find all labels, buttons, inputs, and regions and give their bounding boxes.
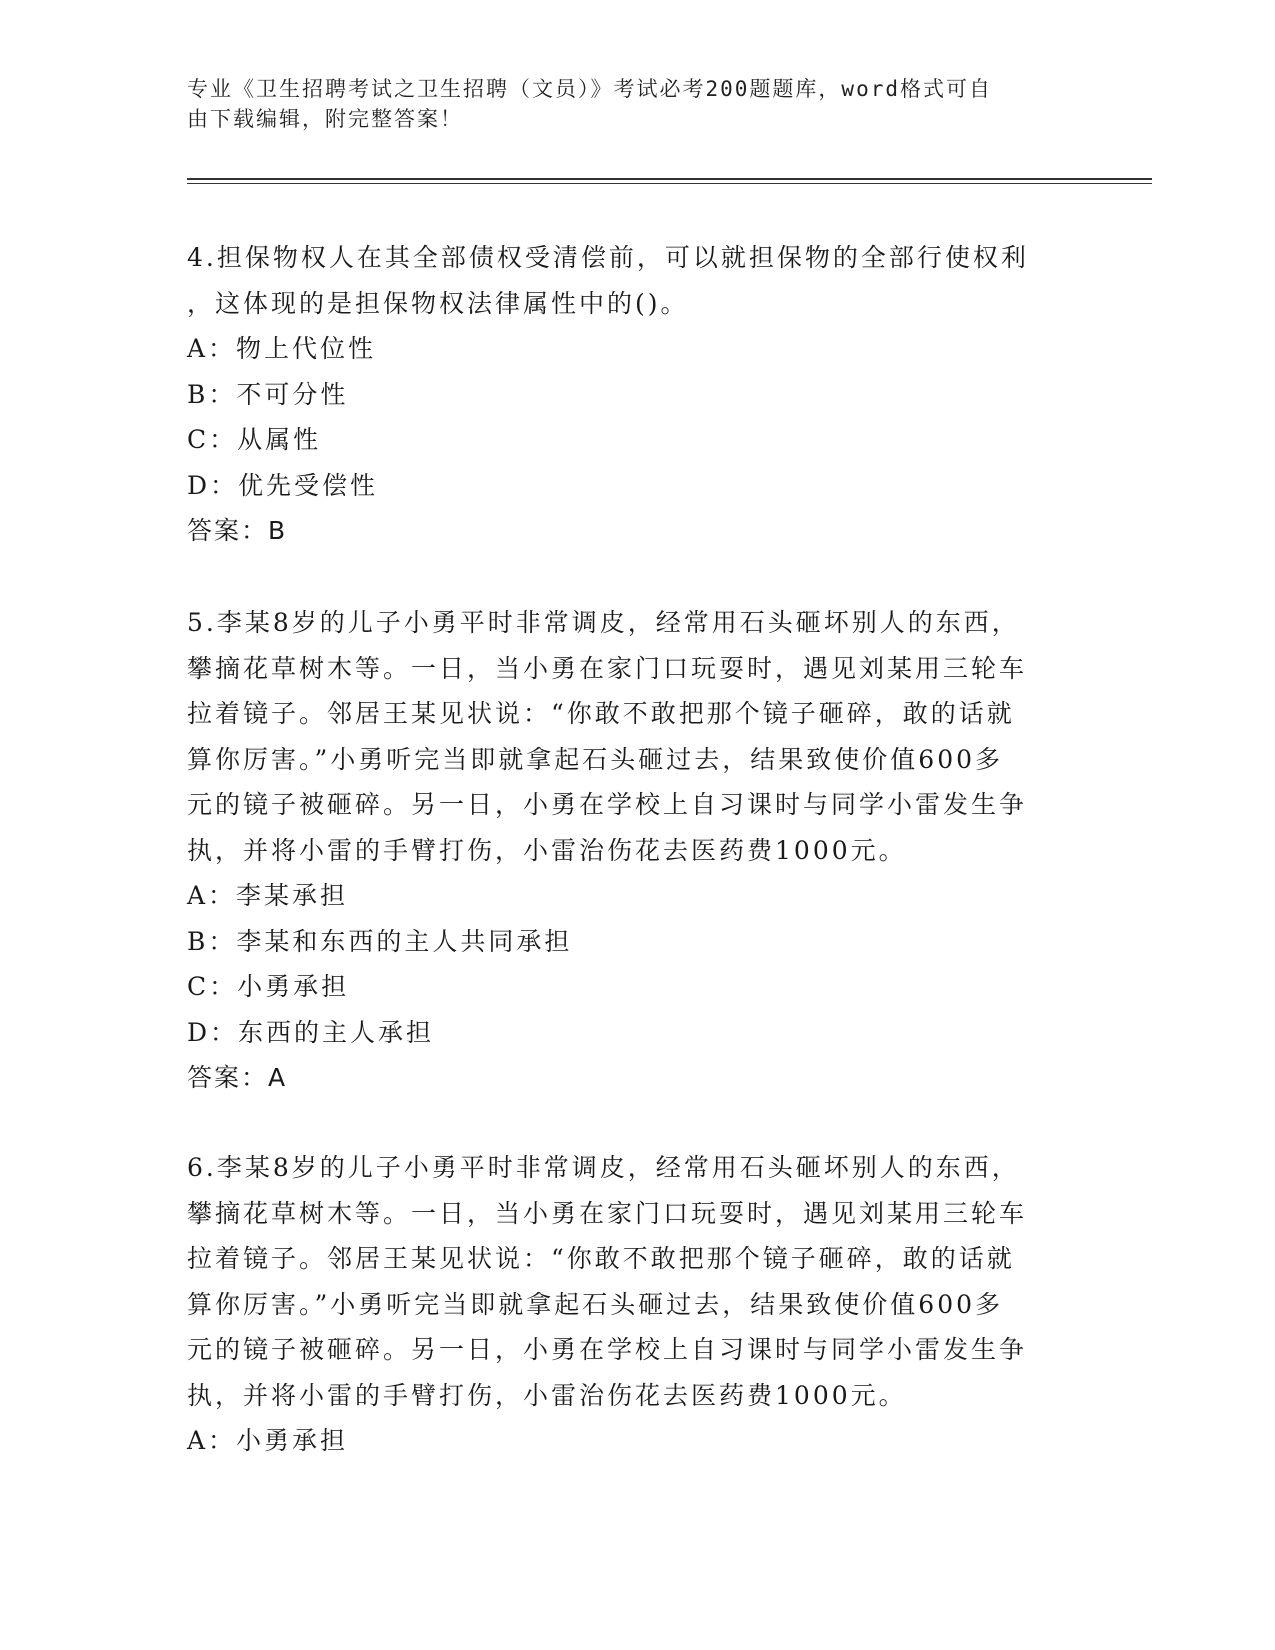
option-c: C：从属性: [187, 425, 322, 454]
answer: 答案：B: [187, 516, 288, 545]
header-line-2: 由下载编辑，附完整答案！: [187, 107, 463, 131]
question-stem-line: 5.李某8岁的儿子小勇平时非常调皮，经常用石头砸坏别人的东西，: [187, 608, 1020, 637]
option-a: A：物上代位性: [187, 334, 377, 363]
question-stem-line: 执，并将小雷的手臂打伤，小雷治伤花去医药费1000元。: [187, 835, 907, 865]
question-5: [187, 600, 1067, 1101]
question-stem-line: 元的镜子被砸碎。另一日，小勇在学校上自习课时与同学小雷发生争: [187, 790, 1028, 819]
question-stem-line: 攀摘花草树木等。一日，当小勇在家门口玩耍时，遇见刘某用三轮车: [187, 653, 1028, 683]
option-a: A：李某承担: [187, 881, 349, 910]
question-stem-line: 算你厉害。”小勇听完当即就拿起石头砸过去，结果致使价值600多: [187, 1289, 1004, 1319]
question-stem-line: 攀摘花草树木等。一日，当小勇在家门口玩耍时，遇见刘某用三轮车: [187, 1198, 1028, 1228]
option-a: A：小勇承担: [187, 1426, 349, 1455]
question-4: [187, 235, 1067, 554]
header-line-1: 专业《卫生招聘考试之卫生招聘（文员）》考试必考200题题库，word格式可自: [187, 77, 992, 101]
option-b: B：不可分性: [187, 379, 349, 409]
option-d: D：优先受偿性: [187, 470, 379, 500]
question-stem-line: ，这体现的是担保物权法律属性中的()。: [187, 288, 689, 318]
document-header: [187, 74, 1067, 134]
question-stem-line: 拉着镜子。邻居王某见状说：“你敢不敢把那个镜子砸碎，敢的话就: [187, 1244, 1015, 1273]
option-d: D：东西的主人承担: [187, 1017, 435, 1047]
answer: 答案：A: [187, 1063, 288, 1092]
option-c: C：小勇承担: [187, 972, 350, 1001]
question-stem-line: 执，并将小雷的手臂打伤，小雷治伤花去医药费1000元。: [187, 1380, 907, 1410]
question-stem-line: 拉着镜子。邻居王某见状说：“你敢不敢把那个镜子砸碎，敢的话就: [187, 699, 1015, 728]
option-b: B：李某和东西的主人共同承担: [187, 926, 573, 956]
header-divider-thin: [187, 183, 1152, 184]
question-stem-line: 4.担保物权人在其全部债权受清偿前，可以就担保物的全部行使权利: [187, 243, 1029, 272]
question-stem-line: 算你厉害。”小勇听完当即就拿起石头砸过去，结果致使价值600多: [187, 744, 1004, 774]
question-6: [187, 1145, 1067, 1464]
header-divider-thick: [187, 178, 1152, 180]
question-stem-line: 元的镜子被砸碎。另一日，小勇在学校上自习课时与同学小雷发生争: [187, 1335, 1028, 1364]
question-stem-line: 6.李某8岁的儿子小勇平时非常调皮，经常用石头砸坏别人的东西，: [187, 1153, 1020, 1182]
